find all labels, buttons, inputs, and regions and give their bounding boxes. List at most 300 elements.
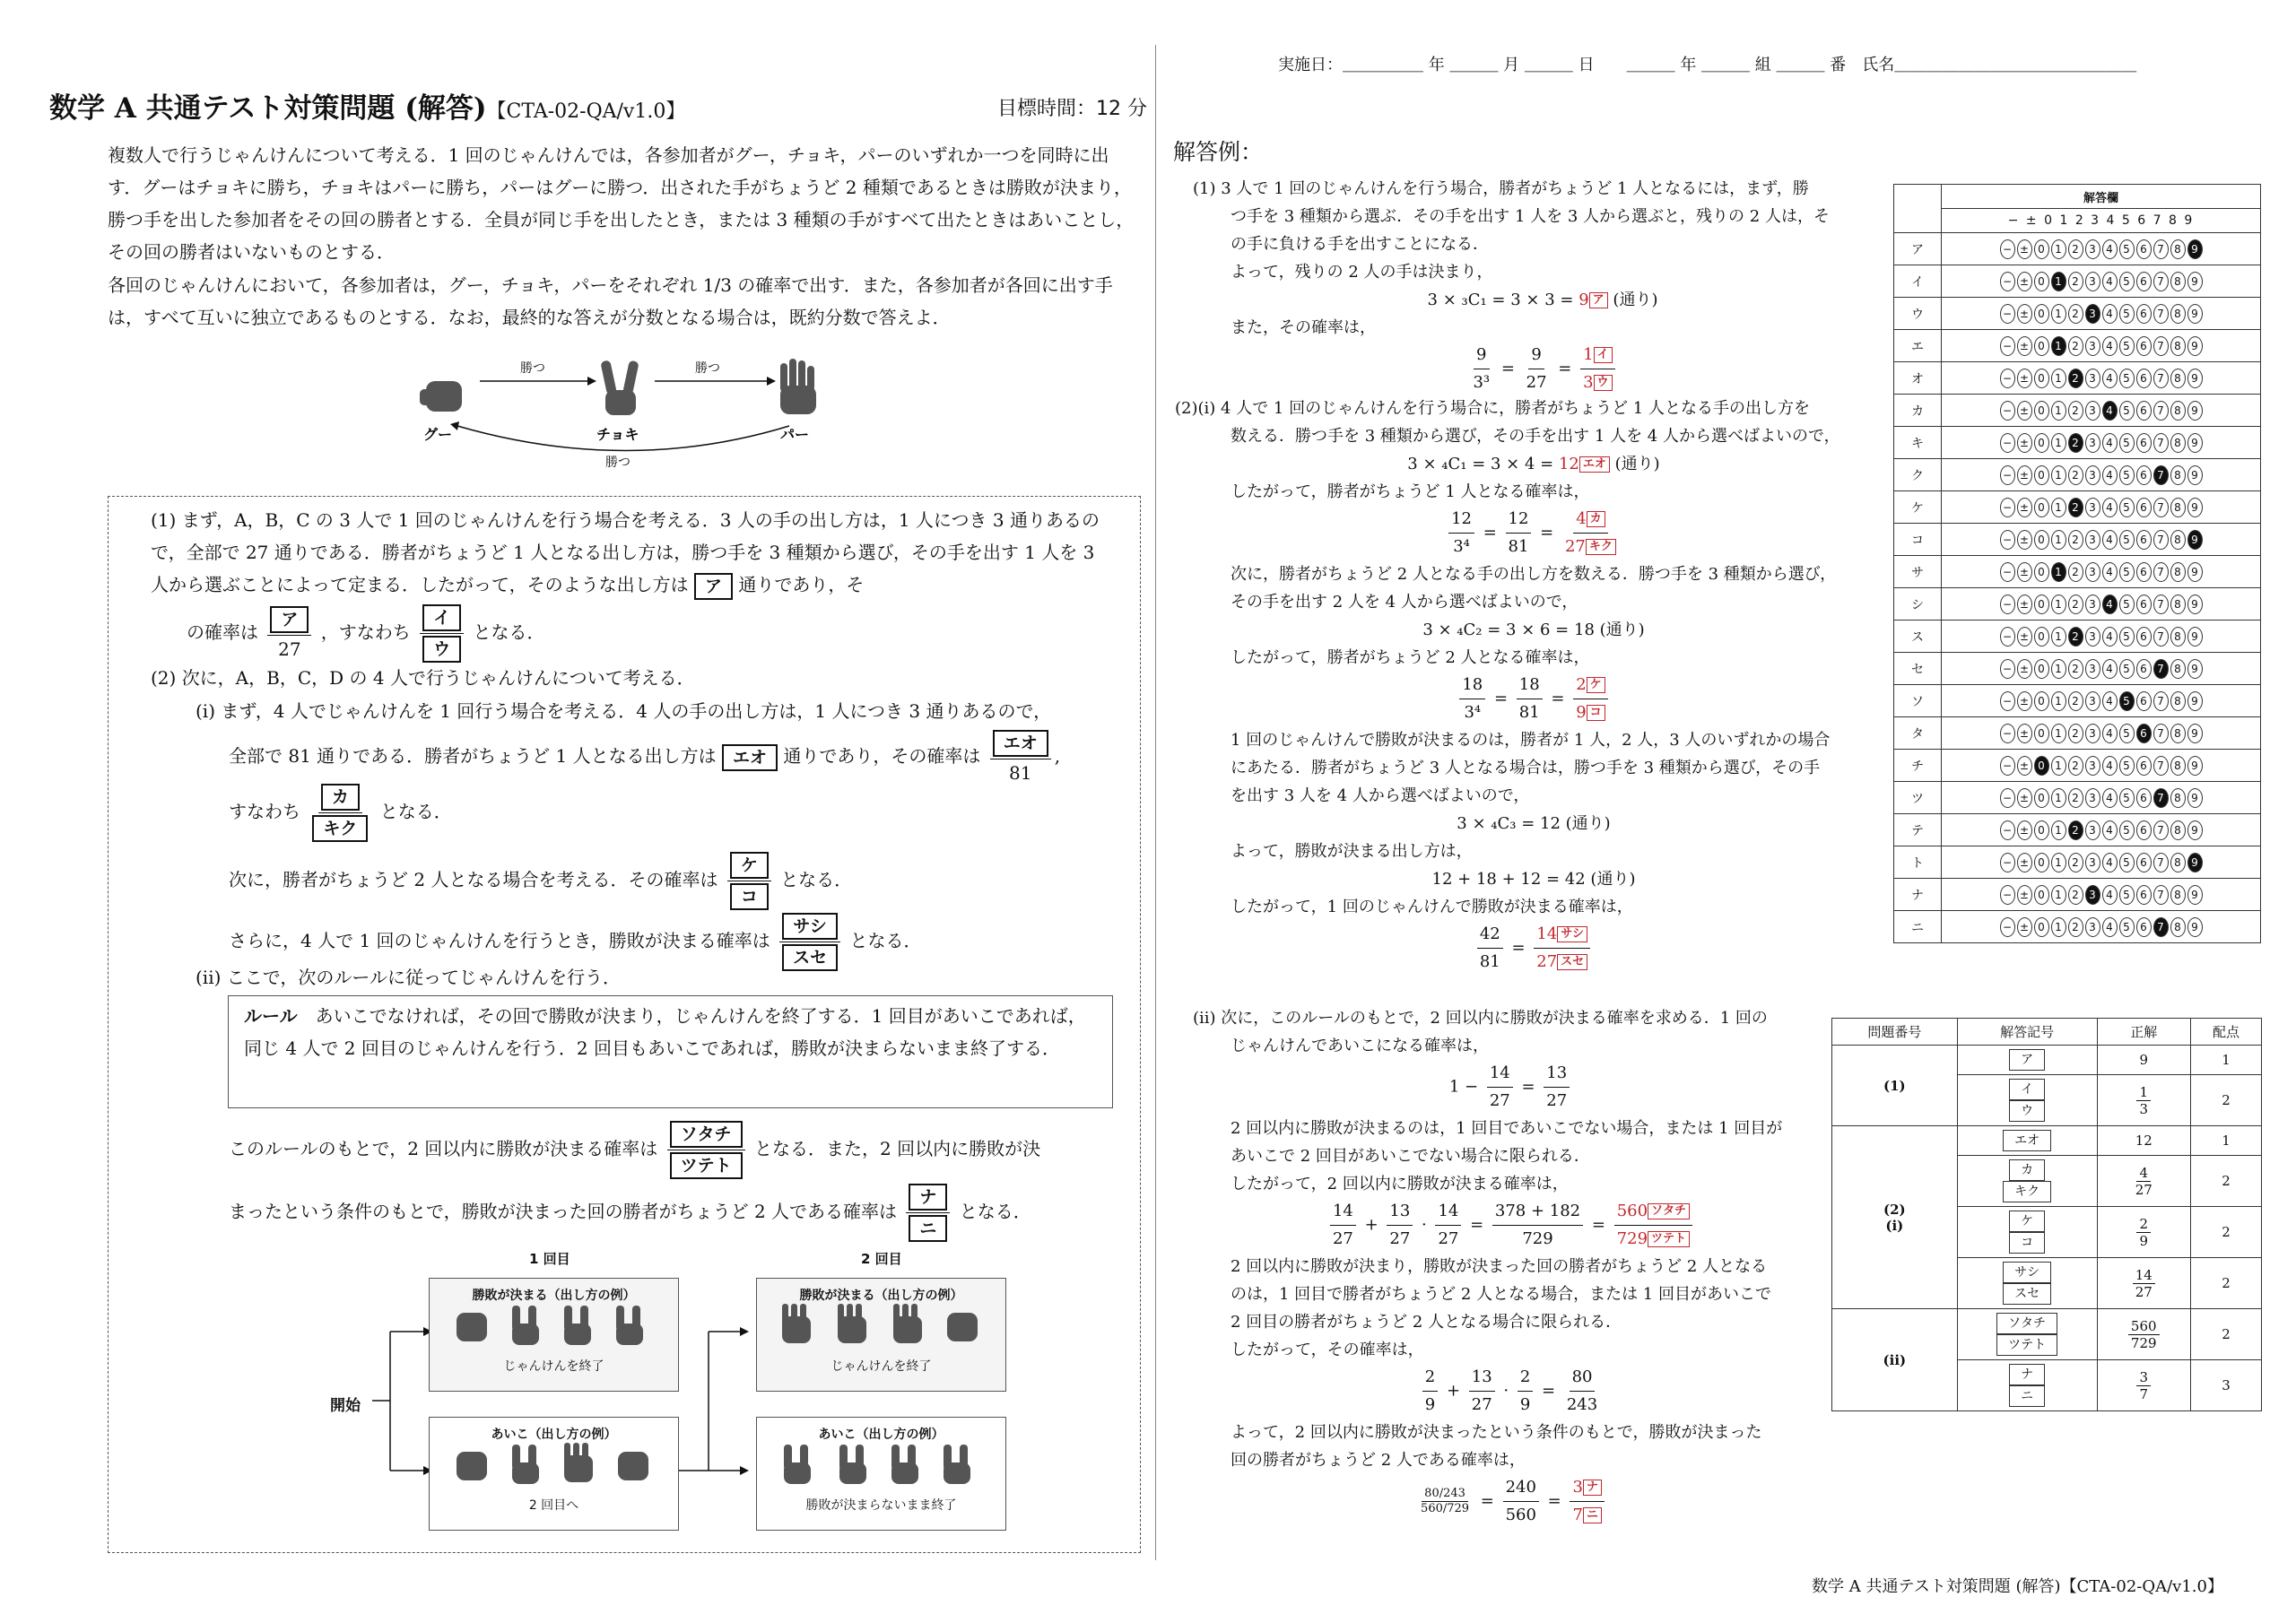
- answer-bubble[interactable]: 3: [2085, 369, 2100, 388]
- answer-bubble[interactable]: ±: [2017, 530, 2032, 550]
- answer-bubble[interactable]: ±: [2017, 756, 2032, 776]
- answer-bubble[interactable]: 4: [2102, 917, 2118, 937]
- answer-bubble[interactable]: 2: [2068, 465, 2083, 485]
- answer-bubble[interactable]: 8: [2170, 691, 2186, 711]
- answer-bubble[interactable]: ±: [2017, 272, 2032, 291]
- answer-bubble[interactable]: 2: [2068, 336, 2083, 356]
- answer-bubble[interactable]: 5: [2119, 239, 2135, 259]
- answer-bubble[interactable]: 1: [2051, 659, 2066, 679]
- answer-bubble[interactable]: 6: [2136, 659, 2152, 679]
- answer-bubble[interactable]: 8: [2170, 820, 2186, 840]
- answer-bubble[interactable]: 8: [2170, 659, 2186, 679]
- answer-bubble[interactable]: 3: [2085, 239, 2100, 259]
- answer-bubble[interactable]: 4: [2102, 724, 2118, 743]
- answer-bubble[interactable]: 6: [2136, 465, 2152, 485]
- answer-bubble[interactable]: 1: [2051, 433, 2066, 453]
- answer-bubble[interactable]: 7: [2153, 595, 2169, 614]
- answer-bubble[interactable]: 5: [2119, 820, 2135, 840]
- answer-bubble[interactable]: 2: [2068, 820, 2083, 840]
- answer-bubble[interactable]: 2: [2068, 401, 2083, 421]
- answer-bubble[interactable]: 0: [2034, 820, 2049, 840]
- answer-bubble[interactable]: 4: [2102, 304, 2118, 324]
- answer-bubble[interactable]: −: [2000, 369, 2015, 388]
- answer-bubble[interactable]: 8: [2170, 465, 2186, 485]
- answer-bubble[interactable]: 0: [2034, 336, 2049, 356]
- answer-bubble[interactable]: 5: [2119, 336, 2135, 356]
- answer-bubble[interactable]: −: [2000, 885, 2015, 905]
- q2ii-line1: このルールのもとで，2 回以内に勝敗が決まる確率は $\frac{\text{ソタチ}}{\text{ツテト}}$ となる．また，2 回以内に勝敗が決: [229, 1119, 1040, 1181]
- answer-bubble[interactable]: 1: [2051, 272, 2066, 291]
- answer-bubble[interactable]: −: [2000, 272, 2015, 291]
- answer-bubble[interactable]: ±: [2017, 691, 2032, 711]
- answer-sheet: 解答欄 − ± 0 1 2 3 4 5 6 7 8 9 ア − ± 0 1 2 3 4 5 6 7 8 9 イ − ± 0 1 2 3 4 5 6 7 8 9 ウ − ± 0 1 2 3 4 5 6 7 8 9 エ − ± 0 1 2 3 4 5 6 7 8 9 オ − ± 0 1 2 3 4 5 6 7 8 9 カ − ± 0 1 2 3 4 5 6 7 8 9 キ − ± 0 1 2 3 4 5 6 7 8 9 ク − ± 0 1 2 3 4 5 6 7 8 9 ケ − ± 0 1 2 3 4 5 6 7 8 9 コ − ± 0 1 2 3 4 5 6 7 8 9 サ − ± 0 1 2 3 4 5 6 7 8 9 シ − ± 0 1 2 3 4 5 6 7 8 9 ス − ± 0 1 2 3 4 5 6 7 8 9 セ − ± 0 1 2 3 4 5 6 7 8 9 ソ − ± 0 1 2 3 4 5 6 7 8 9 タ − ± 0 1 2 3 4 5 6 7 8 9 チ − ± 0 1 2 3 4 5 6 7 8 9 ツ − ± 0 1 2 3 4 5 6 7 8 9 テ − ± 0 1 2 3 4 5 6 7 8 9 ト − ± 0 1 2 3 4 5 6 7 8 9 ナ − ± 0 1 2 3 4 5 6 7 8 9 ニ − ± 0 1 2 3 4 5 6 7 8 9: [1893, 184, 2261, 943]
- answer-bubble[interactable]: ±: [2017, 788, 2032, 808]
- answer-row: [1894, 782, 2261, 814]
- answer-bubble[interactable]: −: [2000, 530, 2015, 550]
- answer-bubble[interactable]: 6: [2136, 756, 2152, 776]
- answer-bubble[interactable]: −: [2000, 239, 2015, 259]
- answer-bubble[interactable]: −: [2000, 724, 2015, 743]
- answer-bubble[interactable]: 2: [2068, 788, 2083, 808]
- answer-bubble[interactable]: 6: [2136, 336, 2152, 356]
- answer-bubble[interactable]: 3: [2085, 756, 2100, 776]
- answer-bubble[interactable]: 9: [2187, 885, 2203, 905]
- answer-row: [1894, 265, 2261, 298]
- answer-bubble[interactable]: 5: [2119, 691, 2135, 711]
- answer-bubble[interactable]: 5: [2119, 788, 2135, 808]
- answer-bubble[interactable]: 0: [2034, 562, 2049, 582]
- answer-bubble[interactable]: ±: [2017, 465, 2032, 485]
- answer-bubble[interactable]: ±: [2017, 853, 2032, 872]
- answer-bubble[interactable]: ±: [2017, 401, 2032, 421]
- answer-bubble[interactable]: 4: [2102, 272, 2118, 291]
- answer-bubble[interactable]: 7: [2153, 272, 2169, 291]
- answer-bubble[interactable]: 3: [2085, 885, 2100, 905]
- answer-bubble[interactable]: 8: [2170, 401, 2186, 421]
- answer-bubble[interactable]: 6: [2136, 691, 2152, 711]
- answer-bubble[interactable]: 1: [2051, 820, 2066, 840]
- answer-bubble[interactable]: 0: [2034, 595, 2049, 614]
- answer-bubble[interactable]: 1: [2051, 788, 2066, 808]
- answer-bubble[interactable]: 5: [2119, 530, 2135, 550]
- answer-bubble[interactable]: 8: [2170, 853, 2186, 872]
- answer-bubble[interactable]: 7: [2153, 917, 2169, 937]
- answer-bubble[interactable]: 6: [2136, 239, 2152, 259]
- answer-bubble[interactable]: 0: [2034, 691, 2049, 711]
- answer-bubble[interactable]: 2: [2068, 917, 2083, 937]
- answer-bubble[interactable]: 5: [2119, 756, 2135, 776]
- answer-row: [1894, 588, 2261, 621]
- answer-bubble[interactable]: 1: [2051, 724, 2066, 743]
- answer-bubble[interactable]: 7: [2153, 369, 2169, 388]
- answer-row: [1894, 330, 2261, 362]
- answer-bubble[interactable]: 5: [2119, 853, 2135, 872]
- answer-bubble[interactable]: −: [2000, 691, 2015, 711]
- answer-bubble[interactable]: 3: [2085, 498, 2100, 517]
- answer-bubble[interactable]: 3: [2085, 659, 2100, 679]
- answer-bubble[interactable]: 2: [2068, 627, 2083, 647]
- answer-bubble[interactable]: −: [2000, 627, 2015, 647]
- answer-bubble[interactable]: 4: [2102, 401, 2118, 421]
- answer-bubble[interactable]: 9: [2187, 239, 2203, 259]
- answer-bubble[interactable]: ±: [2017, 820, 2032, 840]
- rule-text: ルール あいこでなければ，その回で勝敗が決まり，じゃんけんを終了する．1 回目があいこであれば，同じ 4 人で 2 回目のじゃんけんを行う．2 回目もあいこであれば，勝敗が決まらないまま終了する．: [244, 1005, 1086, 1059]
- answer-row: [1894, 621, 2261, 653]
- answer-bubble[interactable]: 9: [2187, 465, 2203, 485]
- answer-bubble[interactable]: 0: [2034, 853, 2049, 872]
- answer-row: [1894, 395, 2261, 427]
- answer-bubble[interactable]: ±: [2017, 304, 2032, 324]
- answer-bubble[interactable]: 0: [2034, 498, 2049, 517]
- answer-bubble[interactable]: 3: [2085, 788, 2100, 808]
- answer-bubble[interactable]: 7: [2153, 788, 2169, 808]
- answer-bubble[interactable]: 6: [2136, 562, 2152, 582]
- answer-bubble[interactable]: 9: [2187, 756, 2203, 776]
- answer-bubble[interactable]: 5: [2119, 272, 2135, 291]
- answer-bubble[interactable]: 3: [2085, 272, 2100, 291]
- answer-bubble[interactable]: 0: [2034, 659, 2049, 679]
- answer-bubble[interactable]: 2: [2068, 562, 2083, 582]
- answer-bubble[interactable]: −: [2000, 562, 2015, 582]
- answer-bubble[interactable]: ±: [2017, 627, 2032, 647]
- box-sotachi: ソタチ: [670, 1121, 743, 1148]
- page-divider: [1155, 45, 1156, 1560]
- answer-bubble[interactable]: 4: [2102, 465, 2118, 485]
- answer-bubble[interactable]: 4: [2102, 820, 2118, 840]
- answer-bubble[interactable]: 4: [2102, 595, 2118, 614]
- answer-row-label: コ: [1894, 524, 1942, 556]
- answer-bubble[interactable]: 9: [2187, 530, 2203, 550]
- answer-row-label: ケ: [1894, 491, 1942, 524]
- answer-bubble[interactable]: 5: [2119, 659, 2135, 679]
- answer-bubble[interactable]: −: [2000, 433, 2015, 453]
- answer-bubble[interactable]: 2: [2068, 756, 2083, 776]
- answer-bubble[interactable]: 8: [2170, 239, 2186, 259]
- answer-bubble[interactable]: −: [2000, 820, 2015, 840]
- answer-bubble[interactable]: 2: [2068, 853, 2083, 872]
- answer-bubble[interactable]: 5: [2119, 724, 2135, 743]
- answer-bubble[interactable]: 0: [2034, 917, 2049, 937]
- answer-bubble[interactable]: 9: [2187, 595, 2203, 614]
- answer-bubble[interactable]: 7: [2153, 756, 2169, 776]
- q1-prob-line: の確率は $\frac{\text{ア}}{27}$ ，すなわち $\frac{\text{イ}}{\text{ウ}}$ となる．: [187, 603, 544, 664]
- answer-bubble[interactable]: −: [2000, 853, 2015, 872]
- answer-bubble[interactable]: 3: [2085, 724, 2100, 743]
- answer-bubble[interactable]: 1: [2051, 562, 2066, 582]
- answer-bubble[interactable]: 8: [2170, 433, 2186, 453]
- answer-bubble[interactable]: 0: [2034, 239, 2049, 259]
- answer-bubble[interactable]: ±: [2017, 433, 2032, 453]
- answer-bubble[interactable]: 5: [2119, 885, 2135, 905]
- answer-bubble[interactable]: 9: [2187, 369, 2203, 388]
- answer-bubble[interactable]: ±: [2017, 369, 2032, 388]
- answer-bubble[interactable]: 4: [2102, 659, 2118, 679]
- answer-bubble[interactable]: 7: [2153, 465, 2169, 485]
- answer-bubble[interactable]: 2: [2068, 304, 2083, 324]
- answer-bubble[interactable]: −: [2000, 498, 2015, 517]
- answer-bubble[interactable]: 6: [2136, 369, 2152, 388]
- answer-bubble[interactable]: −: [2000, 336, 2015, 356]
- flow-card-decided-2: 勝敗が決まる（出し方の例） じゃんけんを終了: [756, 1278, 1006, 1392]
- answer-bubble[interactable]: 6: [2136, 498, 2152, 517]
- answer-bubble[interactable]: 6: [2136, 304, 2152, 324]
- answer-bubble[interactable]: 7: [2153, 820, 2169, 840]
- answer-bubble[interactable]: 9: [2187, 433, 2203, 453]
- answer-bubble[interactable]: 1: [2051, 465, 2066, 485]
- answer-bubble[interactable]: 8: [2170, 304, 2186, 324]
- answer-bubble[interactable]: 1: [2051, 885, 2066, 905]
- answer-bubble[interactable]: ±: [2017, 595, 2032, 614]
- answer-bubble[interactable]: 3: [2085, 627, 2100, 647]
- paa-label: パー: [780, 426, 810, 443]
- answer-bubble[interactable]: 8: [2170, 724, 2186, 743]
- answer-bubble[interactable]: 2: [2068, 595, 2083, 614]
- title-main: 数学 A 共通テスト対策問題 (解答): [49, 92, 487, 125]
- answer-bubble[interactable]: 0: [2034, 756, 2049, 776]
- answer-bubble[interactable]: 3: [2085, 562, 2100, 582]
- answer-bubble[interactable]: 4: [2102, 853, 2118, 872]
- answer-bubble[interactable]: 7: [2153, 239, 2169, 259]
- answer-bubble[interactable]: 2: [2068, 659, 2083, 679]
- box-kiku: キク: [312, 815, 368, 842]
- answer-bubble[interactable]: 1: [2051, 595, 2066, 614]
- answer-bubble[interactable]: 9: [2187, 562, 2203, 582]
- goo-label: グー: [423, 426, 453, 443]
- answer-bubble[interactable]: 1: [2051, 756, 2066, 776]
- answer-bubble[interactable]: 9: [2187, 401, 2203, 421]
- box-ni: ニ: [909, 1215, 947, 1242]
- answer-bubble[interactable]: −: [2000, 401, 2015, 421]
- answer-bubble[interactable]: 8: [2170, 272, 2186, 291]
- answer-bubble[interactable]: 7: [2153, 433, 2169, 453]
- answer-bubble[interactable]: 7: [2153, 724, 2169, 743]
- answer-bubble[interactable]: 6: [2136, 724, 2152, 743]
- answer-bubble[interactable]: 8: [2170, 885, 2186, 905]
- answer-bubble[interactable]: 6: [2136, 272, 2152, 291]
- answer-bubble[interactable]: 9: [2187, 820, 2203, 840]
- answer-bubble[interactable]: 2: [2068, 691, 2083, 711]
- answer-bubble[interactable]: 5: [2119, 465, 2135, 485]
- answer-bubble[interactable]: 9: [2187, 917, 2203, 937]
- answer-bubble[interactable]: ±: [2017, 336, 2032, 356]
- answer-bubble[interactable]: 6: [2136, 433, 2152, 453]
- answer-bubble[interactable]: 2: [2068, 530, 2083, 550]
- answer-bubble[interactable]: 9: [2187, 853, 2203, 872]
- answer-bubble[interactable]: 8: [2170, 756, 2186, 776]
- answer-bubble[interactable]: 6: [2136, 788, 2152, 808]
- answer-bubble[interactable]: 3: [2085, 336, 2100, 356]
- answer-bubble[interactable]: 9: [2187, 691, 2203, 711]
- answer-bubble[interactable]: 1: [2051, 530, 2066, 550]
- answer-bubble[interactable]: −: [2000, 917, 2015, 937]
- answer-bubble[interactable]: 8: [2170, 530, 2186, 550]
- answer-bubble[interactable]: 9: [2187, 336, 2203, 356]
- answer-bubble[interactable]: 0: [2034, 369, 2049, 388]
- answer-bubble[interactable]: 7: [2153, 401, 2169, 421]
- answer-bubble[interactable]: 2: [2068, 885, 2083, 905]
- answer-bubble[interactable]: 6: [2136, 627, 2152, 647]
- answer-bubble[interactable]: 3: [2085, 304, 2100, 324]
- answer-bubble[interactable]: 8: [2170, 336, 2186, 356]
- answer-bubble[interactable]: 4: [2102, 885, 2118, 905]
- answer-bubble[interactable]: 0: [2034, 724, 2049, 743]
- answer-bubble[interactable]: 9: [2187, 304, 2203, 324]
- answer-bubble[interactable]: 4: [2102, 562, 2118, 582]
- answer-bubble[interactable]: −: [2000, 595, 2015, 614]
- box-ka: カ: [321, 784, 360, 811]
- answer-row-label: ク: [1894, 459, 1942, 491]
- answer-bubble[interactable]: ±: [2017, 724, 2032, 743]
- answer-bubble[interactable]: 4: [2102, 530, 2118, 550]
- answer-bubble[interactable]: 5: [2119, 917, 2135, 937]
- answer-bubble[interactable]: 9: [2187, 272, 2203, 291]
- answer-bubble[interactable]: 7: [2153, 530, 2169, 550]
- answer-bubble[interactable]: 4: [2102, 691, 2118, 711]
- answer-bubble[interactable]: 1: [2051, 239, 2066, 259]
- answer-row-label: ナ: [1894, 879, 1942, 911]
- answer-bubble[interactable]: 7: [2153, 498, 2169, 517]
- answer-bubble[interactable]: 4: [2102, 433, 2118, 453]
- answer-bubble[interactable]: −: [2000, 304, 2015, 324]
- answer-bubble[interactable]: 7: [2153, 885, 2169, 905]
- answer-bubble[interactable]: 1: [2051, 498, 2066, 517]
- digit-header: − ± 0 1 2 3 4 5 6 7 8 9: [1942, 209, 2261, 233]
- answer-bubble[interactable]: 8: [2170, 562, 2186, 582]
- answer-bubble[interactable]: ±: [2017, 562, 2032, 582]
- answer-bubble[interactable]: 8: [2170, 498, 2186, 517]
- answer-bubble[interactable]: 5: [2119, 369, 2135, 388]
- answer-bubble[interactable]: 0: [2034, 788, 2049, 808]
- answer-row-label: ア: [1894, 233, 1942, 265]
- answer-bubble[interactable]: 6: [2136, 595, 2152, 614]
- answer-bubble[interactable]: 0: [2034, 401, 2049, 421]
- answer-bubble[interactable]: 3: [2085, 917, 2100, 937]
- answer-bubble[interactable]: 5: [2119, 627, 2135, 647]
- answer-bubble[interactable]: 8: [2170, 917, 2186, 937]
- answer-bubble[interactable]: 1: [2051, 853, 2066, 872]
- answer-bubble[interactable]: 5: [2119, 595, 2135, 614]
- answer-bubble[interactable]: 7: [2153, 691, 2169, 711]
- answer-row-label: オ: [1894, 362, 1942, 395]
- answer-bubble[interactable]: 9: [2187, 498, 2203, 517]
- answer-bubble[interactable]: 3: [2085, 853, 2100, 872]
- answer-row-label: ト: [1894, 846, 1942, 879]
- answer-bubble[interactable]: ±: [2017, 498, 2032, 517]
- answer-bubble[interactable]: 7: [2153, 627, 2169, 647]
- answer-bubble[interactable]: 9: [2187, 788, 2203, 808]
- answer-bubble[interactable]: ±: [2017, 659, 2032, 679]
- answer-bubble[interactable]: 7: [2153, 562, 2169, 582]
- intro-paragraph-1: 複数人で行うじゃんけんについて考える．1 回のじゃんけんでは，各参加者がグー，チョキ，パーのいずれか一つを同時に出す．グーはチョキに勝ち，チョキはパーに勝ち，パーはグーに勝つ．出された手がちょうど 2 種類であるときは勝敗が決まり，勝つ手を出した参加者をその回の勝者とする．全員が同じ手を出したとき，または 3 種類の手がすべて出たときはあいことし，その回の勝者はいないものとする．: [108, 144, 1135, 263]
- answer-bubble[interactable]: −: [2000, 659, 2015, 679]
- answer-bubble[interactable]: 3: [2085, 401, 2100, 421]
- answer-bubble[interactable]: 3: [2085, 433, 2100, 453]
- answer-bubble[interactable]: −: [2000, 465, 2015, 485]
- answer-bubble[interactable]: 7: [2153, 853, 2169, 872]
- answer-bubble[interactable]: 1: [2051, 691, 2066, 711]
- answer-bubble[interactable]: 0: [2034, 272, 2049, 291]
- answer-bubble[interactable]: 0: [2034, 304, 2049, 324]
- answer-bubble[interactable]: 4: [2102, 336, 2118, 356]
- answer-bubble[interactable]: 7: [2153, 336, 2169, 356]
- answer-bubble[interactable]: 2: [2068, 369, 2083, 388]
- answer-bubble[interactable]: 0: [2034, 885, 2049, 905]
- flow-card-aiko-2: あいこ（出し方の例） 勝敗が決まらないまま終了: [756, 1417, 1006, 1531]
- answer-bubble[interactable]: ±: [2017, 239, 2032, 259]
- answer-bubble[interactable]: 9: [2187, 627, 2203, 647]
- answer-bubble[interactable]: 7: [2153, 304, 2169, 324]
- answer-bubble[interactable]: 8: [2170, 788, 2186, 808]
- answer-bubble[interactable]: 2: [2068, 498, 2083, 517]
- answer-bubble[interactable]: 3: [2085, 595, 2100, 614]
- answer-bubble[interactable]: 2: [2068, 433, 2083, 453]
- target-time: 目標時間：12 分: [997, 98, 1147, 120]
- answer-row-label: カ: [1894, 395, 1942, 427]
- answer-bubble[interactable]: 6: [2136, 885, 2152, 905]
- answer-bubble[interactable]: 3: [2085, 465, 2100, 485]
- answer-bubble[interactable]: 5: [2119, 562, 2135, 582]
- solution-2i: (2)(i) 4 人で 1 回のじゃんけんを行う場合に，勝者がちょうど 1 人となる手の出し方を 数える．勝つ手を 3 種類から選び，その手を出す 1 人を 4 人から選べばよいので， 3 × ₄C₁ = 3 × 4 = 12 エオ (通り) したがって，勝者がちょうど 1 人となる確率は， $\frac{12}{\text{3⁴}}$ = $\frac{12}{81}$ = $\frac{\text{4 カ}}{\text{27 キク}}$ 次に，勝者がちょうど 2 人となる手の出し方を数える．勝つ手を 3 種類から選び， その手を出す 2 人を 4 人から選べばよいので， 3 × ₄C₂ = 3 × 6 = 18 (通り) したがって，勝者がちょうど 2 人となる確率は， $\frac{18}{\text{3⁴}}$ = $\frac{18}{81}$ = $\frac{\text{2 ケ}}{\text{9 コ}}$ 1 回のじゃんけんで勝敗が決まるのは，勝者が 1 人，2 人，3 人のいずれかの場合 にあたる．勝者がちょうど 3 人となる場合は，勝つ手を 3 種類から選び，その手 を出す 3 人を 4 人から選べばよいので， 3 × ₄C₃ = 12 (通り) よって，勝敗が決まる出し方は， 12 + 18 + 12 = 42 (通り) したがって，1 回のじゃんけんで勝敗が決まる確率は， $\frac{42}{81}$ = $\frac{\text{14 サシ}}{\text{27 スセ}}$: [1175, 399, 1840, 971]
- answer-bubble[interactable]: 6: [2136, 401, 2152, 421]
- answer-row-label: セ: [1894, 653, 1942, 685]
- answer-bubble[interactable]: 8: [2170, 369, 2186, 388]
- answer-bubble[interactable]: 4: [2102, 756, 2118, 776]
- win-label-2: 勝つ: [695, 361, 720, 376]
- answer-bubble[interactable]: 6: [2136, 820, 2152, 840]
- answer-bubble[interactable]: 6: [2136, 853, 2152, 872]
- answer-bubble[interactable]: 1: [2051, 336, 2066, 356]
- answer-bubble[interactable]: 2: [2068, 239, 2083, 259]
- answer-bubble[interactable]: 8: [2170, 627, 2186, 647]
- answer-bubble[interactable]: 8: [2170, 595, 2186, 614]
- answer-bubble[interactable]: 6: [2136, 917, 2152, 937]
- answer-bubble[interactable]: 4: [2102, 239, 2118, 259]
- answer-bubble[interactable]: 7: [2153, 659, 2169, 679]
- answer-bubble[interactable]: 4: [2102, 788, 2118, 808]
- answer-bubble[interactable]: 4: [2102, 627, 2118, 647]
- answer-bubble[interactable]: 0: [2034, 627, 2049, 647]
- answer-bubble[interactable]: 1: [2051, 917, 2066, 937]
- answer-bubble[interactable]: 2: [2068, 272, 2083, 291]
- answer-bubble[interactable]: 0: [2034, 465, 2049, 485]
- answer-bubble[interactable]: 2: [2068, 724, 2083, 743]
- answer-bubble[interactable]: 4: [2102, 369, 2118, 388]
- answer-bubble[interactable]: −: [2000, 756, 2015, 776]
- answer-bubble[interactable]: −: [2000, 788, 2015, 808]
- answer-bubble[interactable]: 5: [2119, 401, 2135, 421]
- answer-bubble[interactable]: 0: [2034, 433, 2049, 453]
- answer-bubble[interactable]: 1: [2051, 401, 2066, 421]
- answer-bubble[interactable]: 6: [2136, 530, 2152, 550]
- answer-bubble[interactable]: ±: [2017, 885, 2032, 905]
- answer-bubble[interactable]: 0: [2034, 530, 2049, 550]
- answer-bubble[interactable]: 1: [2051, 369, 2066, 388]
- answer-bubble[interactable]: 1: [2051, 627, 2066, 647]
- answer-bubble[interactable]: ±: [2017, 917, 2032, 937]
- box-suse: スセ: [782, 944, 838, 971]
- answer-bubble[interactable]: 3: [2085, 820, 2100, 840]
- answer-bubble[interactable]: 5: [2119, 433, 2135, 453]
- answer-bubble[interactable]: 9: [2187, 724, 2203, 743]
- answer-bubble[interactable]: 5: [2119, 498, 2135, 517]
- answer-bubble[interactable]: 4: [2102, 498, 2118, 517]
- answer-bubble[interactable]: 3: [2085, 530, 2100, 550]
- answer-bubble[interactable]: 5: [2119, 304, 2135, 324]
- answer-bubble[interactable]: 1: [2051, 304, 2066, 324]
- answer-bubble[interactable]: 3: [2085, 691, 2100, 711]
- box-tsutete: ツテト: [670, 1152, 743, 1179]
- answer-bubble[interactable]: 9: [2187, 659, 2203, 679]
